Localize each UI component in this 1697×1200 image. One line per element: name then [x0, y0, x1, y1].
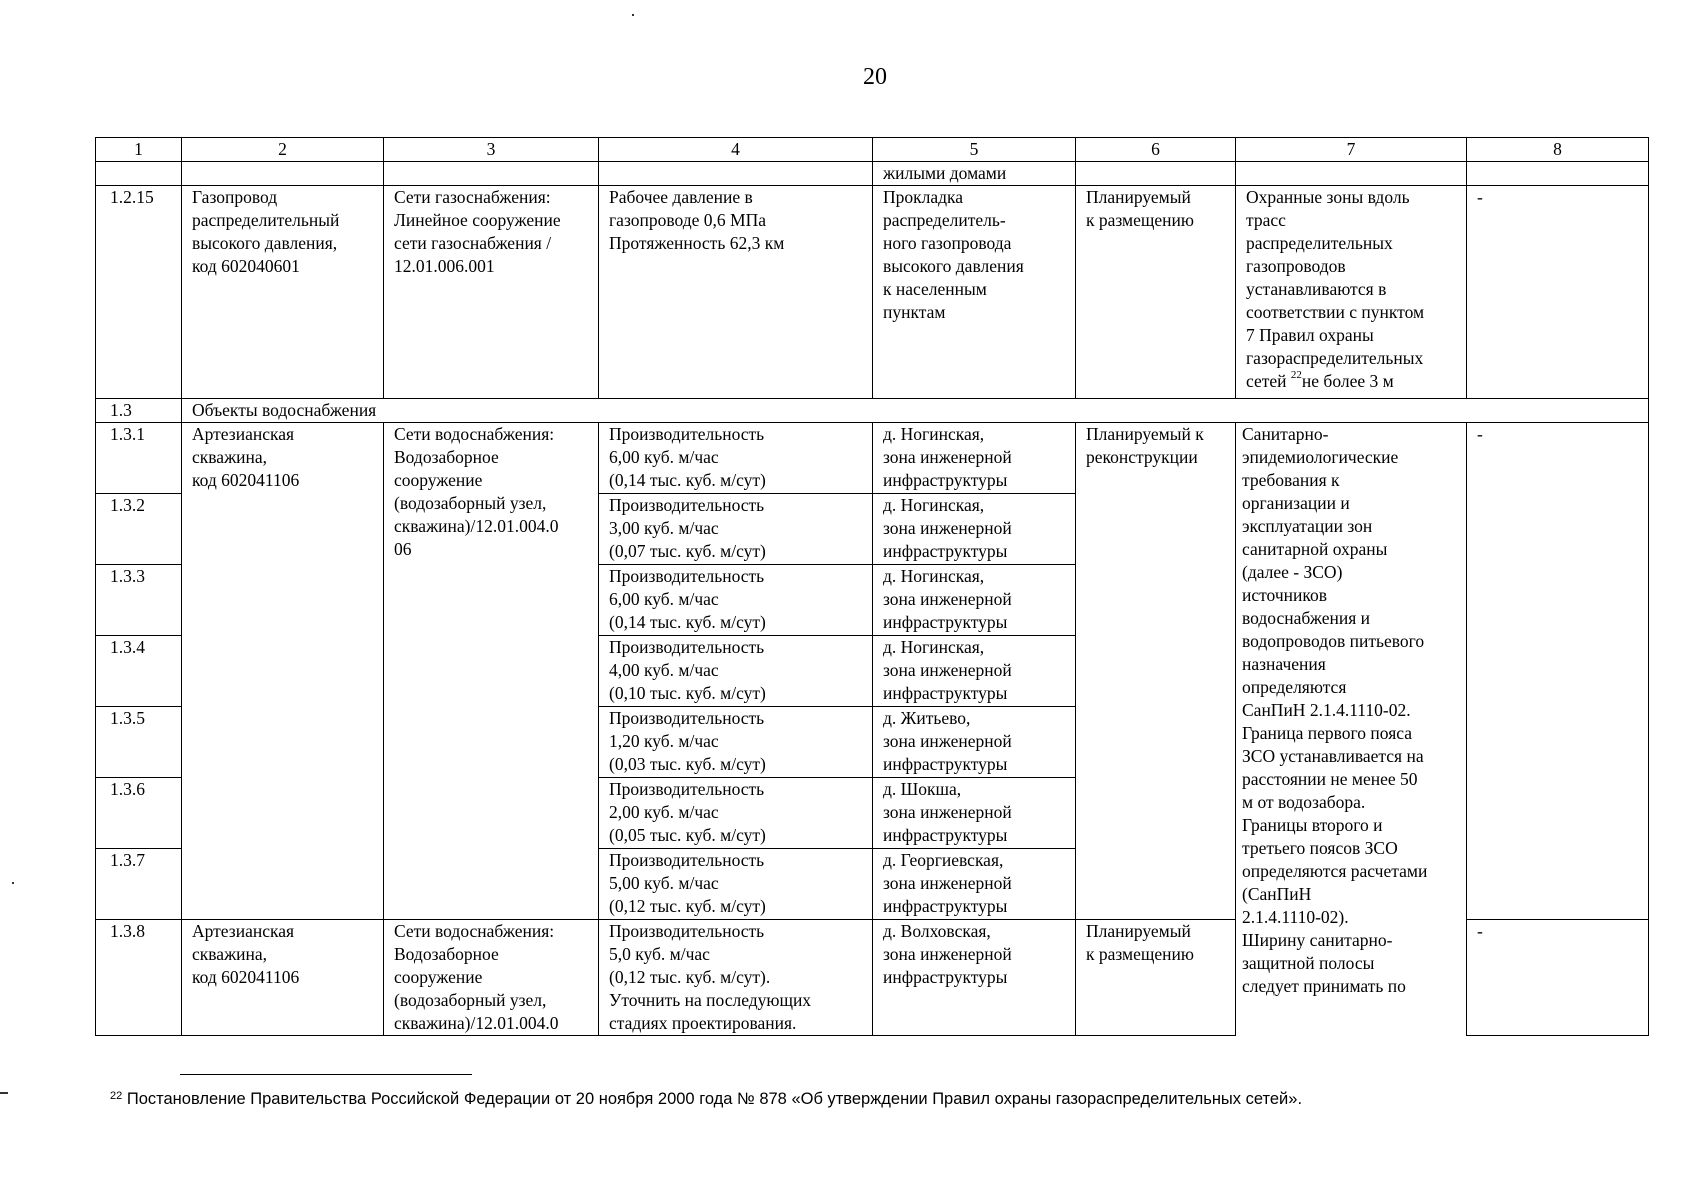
object-status: Планируемый к реконструкции — [1076, 423, 1236, 920]
footnote-number: 22 — [110, 1090, 123, 1102]
col8-value: - — [1467, 920, 1649, 1036]
object-location: д. Ногинская, зона инженерной инфраструктуры — [873, 636, 1076, 707]
table-row — [96, 186, 1649, 399]
object-status: Планируемый к размещению — [1076, 186, 1236, 399]
section-number: 1.3 — [96, 399, 182, 423]
object-type: Сети газоснабжения: Линейное сооружение сети газоснабжения / 12.01.006.001 — [384, 186, 599, 399]
row-number: 1.2.15 — [96, 186, 182, 399]
scan-speck — [12, 882, 14, 884]
row-number: 1.3.5 — [96, 707, 182, 778]
row-number: 1.3.6 — [96, 778, 182, 849]
object-type: Сети водоснабжения: Водозаборное сооружение (водозаборный узел, скважина)/12.01.004.0 06 — [384, 423, 599, 920]
footnote — [110, 1090, 1302, 1109]
header-cell: 6 — [1076, 138, 1236, 162]
row-number: 1.3.7 — [96, 849, 182, 920]
object-params: Производительность 5,0 куб. м/час (0,12 тыс. куб. м/сут). Уточнить на последующих стадиях проектирования. — [599, 920, 873, 1036]
section-title: Объекты водоснабжения — [182, 399, 1649, 423]
object-params: Рабочее давление в газопроводе 0,6 МПа Протяженность 62,3 км — [599, 186, 873, 399]
planning-table — [95, 137, 1649, 1036]
object-params: Производительность 1,20 куб. м/час (0,03 тыс. куб. м/сут) — [599, 707, 873, 778]
object-location: д. Шокша, зона инженерной инфраструктуры — [873, 778, 1076, 849]
header-cell: 7 — [1236, 138, 1467, 162]
object-name: Артезианская скважина, код 602041106 — [182, 423, 384, 920]
object-location: д. Ногинская, зона инженерной инфраструктуры — [873, 423, 1076, 494]
col8-value: - — [1467, 423, 1649, 920]
object-location: Прокладка распределитель- ного газопровода высокого давления к населенным пунктам — [873, 186, 1076, 399]
header-row — [96, 138, 1649, 162]
scan-speck — [0, 1092, 8, 1094]
row-number: 1.3.8 — [96, 920, 182, 1036]
row-number: 1.3.3 — [96, 565, 182, 636]
object-status: Планируемый к размещению — [1076, 920, 1236, 1036]
page-number: 20 — [863, 64, 887, 90]
continuation-row — [96, 162, 1649, 186]
header-cell: 3 — [384, 138, 599, 162]
section-row — [96, 399, 1649, 423]
footnote-divider — [180, 1074, 472, 1075]
object-params: Производительность 3,00 куб. м/час (0,07 тыс. куб. м/сут) — [599, 494, 873, 565]
scan-speck — [632, 14, 634, 16]
zone-text: Охранные зоны вдоль трасс распределительных газопроводов устанавливаются в соответствии с пунктом 7 Правил охраны газораспределительных сетей — [1246, 187, 1425, 391]
header-cell: 2 — [182, 138, 384, 162]
zone-text: Санитарно- эпидемиологические требования к организации и эксплуатации зон санитарной охраны (далее - ЗСО) источников водоснабжения и водопроводов питьевого назначения определяются СанПиН 2.1.4.1110-02. Граница первого пояса ЗСО устанавливается на расстоянии не менее 50 м от водозабора. Границы второго и третьего поясов ЗСО определяются расчетами (СанПиН 2.1.4.1110-02). Ширину санитарно- защитной полосы следует принимать по — [1236, 423, 1467, 1036]
header-cell: 8 — [1467, 138, 1649, 162]
object-location: д. Житьево, зона инженерной инфраструктуры — [873, 707, 1076, 778]
header-cell: 4 — [599, 138, 873, 162]
object-params: Производительность 6,00 куб. м/час (0,14 тыс. куб. м/сут) — [599, 565, 873, 636]
object-location: д. Ногинская, зона инженерной инфраструктуры — [873, 494, 1076, 565]
header-cell: 5 — [873, 138, 1076, 162]
continuation-location: жилыми домами — [873, 162, 1076, 186]
object-params: Производительность 6,00 куб. м/час (0,14 тыс. куб. м/сут) — [599, 423, 873, 494]
header-cell: 1 — [96, 138, 182, 162]
object-params: Производительность 5,00 куб. м/час (0,12 тыс. куб. м/сут) — [599, 849, 873, 920]
table-row — [96, 423, 1649, 494]
row-number: 1.3.2 — [96, 494, 182, 565]
object-params: Производительность 2,00 куб. м/час (0,05 тыс. куб. м/сут) — [599, 778, 873, 849]
footnote-text: Постановление Правительства Российской Федерации от 20 ноября 2000 года № 878 «Об утверждении Правил охраны газораспределительных сетей». — [126, 1090, 1303, 1108]
object-params: Производительность 4,00 куб. м/час (0,10 тыс. куб. м/сут) — [599, 636, 873, 707]
zone-text-tail: не более 3 м — [1301, 371, 1394, 391]
object-name: Артезианская скважина, код 602041106 — [182, 920, 384, 1036]
object-type: Сети водоснабжения: Водозаборное сооружение (водозаборный узел, скважина)/12.01.004.0 — [384, 920, 599, 1036]
zone-cell — [1236, 186, 1467, 399]
col8-value: - — [1467, 186, 1649, 399]
row-number: 1.3.1 — [96, 423, 182, 494]
object-location: д. Георгиевская, зона инженерной инфраструктуры — [873, 849, 1076, 920]
object-location: д. Волховская, зона инженерной инфраструктуры — [873, 920, 1076, 1036]
row-number: 1.3.4 — [96, 636, 182, 707]
object-name: Газопровод распределительный высокого давления, код 602040601 — [182, 186, 384, 399]
object-location: д. Ногинская, зона инженерной инфраструктуры — [873, 565, 1076, 636]
footnote-ref: 22 — [1290, 369, 1302, 381]
